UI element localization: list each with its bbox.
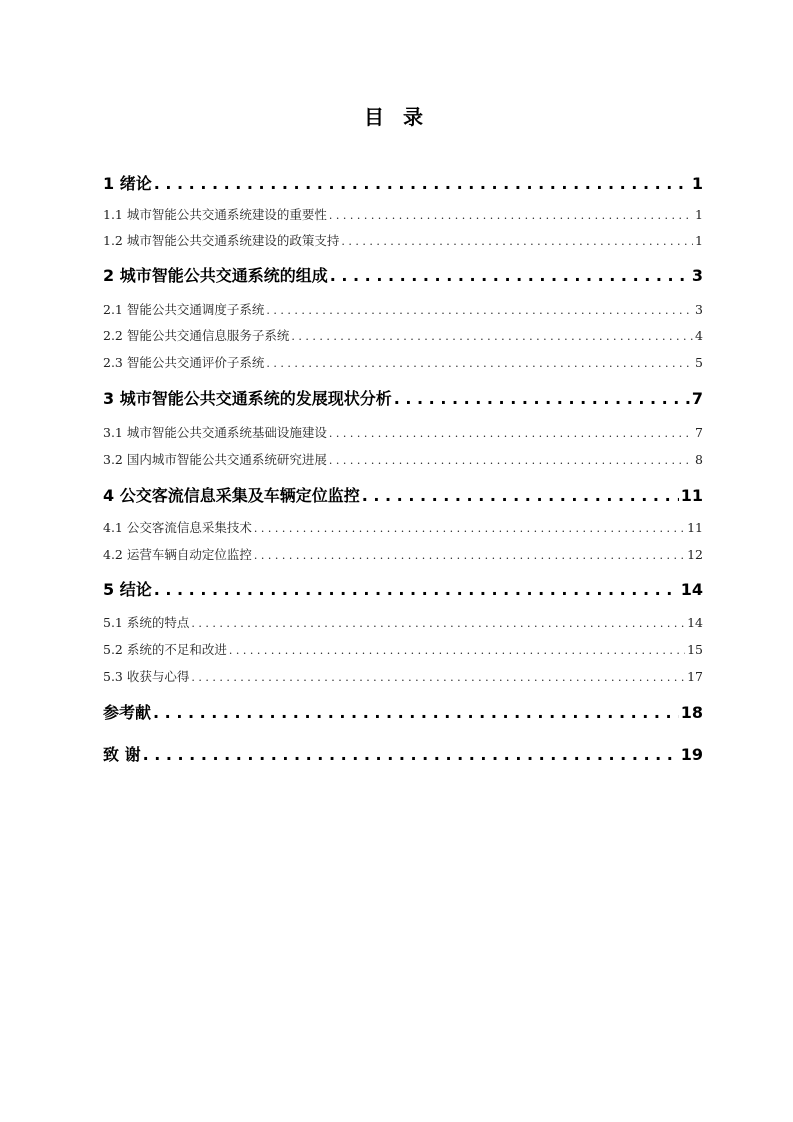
- toc-entry[interactable]: [103, 386, 703, 409]
- toc-entry-page-number: 5: [695, 355, 703, 370]
- toc-dot-leader: [341, 235, 693, 248]
- toc-entry-label: 1 绪论: [103, 174, 152, 193]
- toc-dot-leader: [330, 266, 690, 285]
- toc-title: 目 录: [364, 105, 429, 129]
- toc-dot-leader: [329, 427, 693, 440]
- toc-entry[interactable]: [103, 326, 703, 344]
- toc-entry[interactable]: [103, 667, 703, 685]
- toc-entry[interactable]: [103, 483, 703, 506]
- toc-entry-page-number: 11: [687, 520, 703, 535]
- toc-entry-page-number: 7: [691, 389, 703, 408]
- toc-dot-leader: [394, 389, 690, 408]
- toc-entry[interactable]: [103, 640, 703, 658]
- toc-dot-leader: [254, 522, 685, 535]
- toc-entry[interactable]: [103, 300, 703, 318]
- toc-entry-page-number: 18: [680, 703, 703, 722]
- toc-dot-leader: [191, 617, 685, 630]
- toc-entry-label: 3.2 国内城市智能公共交通系统研究进展: [103, 452, 327, 467]
- toc-dot-leader: [153, 703, 679, 722]
- toc-entry[interactable]: [103, 205, 703, 223]
- toc-entry[interactable]: [103, 700, 703, 723]
- toc-entry-page-number: 14: [687, 615, 703, 630]
- toc-dot-leader: [266, 357, 693, 370]
- toc-entry-label: 5.2 系统的不足和改进: [103, 642, 227, 657]
- toc-dot-leader: [291, 330, 693, 343]
- toc-entry-page-number: 11: [680, 486, 703, 505]
- toc-entry-page-number: 1: [691, 174, 703, 193]
- toc-entry[interactable]: [103, 518, 703, 536]
- toc-entry-page-number: 17: [687, 669, 703, 684]
- toc-entry-label: 参考献: [103, 703, 152, 722]
- toc-entry-label: 4.2 运营车辆自动定位监控: [103, 547, 252, 562]
- toc-entry-page-number: 1: [695, 207, 703, 222]
- toc-entry-label: 1.2 城市智能公共交通系统建设的政策支持: [103, 233, 340, 248]
- toc-dot-leader: [143, 745, 679, 764]
- toc-dot-leader: [191, 671, 685, 684]
- toc-entry-page-number: 3: [691, 266, 703, 285]
- toc-entry[interactable]: [103, 231, 703, 249]
- toc-dot-leader: [329, 209, 693, 222]
- toc-entry-page-number: 19: [680, 745, 703, 764]
- toc-entry[interactable]: [103, 263, 703, 286]
- toc-entry-label: 2.3 智能公共交通评价子系统: [103, 355, 265, 370]
- toc-dot-leader: [362, 486, 679, 505]
- toc-dot-leader: [229, 644, 685, 657]
- toc-entry-label: 4 公交客流信息采集及车辆定位监控: [103, 486, 360, 505]
- toc-entry[interactable]: [103, 353, 703, 371]
- toc-entry-label: 5.1 系统的特点: [103, 615, 190, 630]
- toc-dot-leader: [154, 580, 679, 599]
- toc-entry[interactable]: [103, 577, 703, 600]
- toc-dot-leader: [266, 304, 693, 317]
- toc-entry[interactable]: [103, 450, 703, 468]
- toc-entry[interactable]: [103, 423, 703, 441]
- toc-entry-page-number: 8: [695, 452, 703, 467]
- toc-entry-label: 3 城市智能公共交通系统的发展现状分析: [103, 389, 392, 408]
- toc-entry-label: 2.1 智能公共交通调度子系统: [103, 302, 265, 317]
- toc-entry[interactable]: [103, 171, 703, 194]
- toc-entry-page-number: 4: [695, 328, 703, 343]
- toc-entry-label: 2.2 智能公共交通信息服务子系统: [103, 328, 290, 343]
- toc-entry[interactable]: [103, 742, 703, 765]
- toc-entry-label: 4.1 公交客流信息采集技术: [103, 520, 252, 535]
- toc-entry-page-number: 7: [695, 425, 703, 440]
- toc-entry-label: 致 谢: [103, 745, 141, 764]
- toc-entry-label: 1.1 城市智能公共交通系统建设的重要性: [103, 207, 327, 222]
- toc-entry-page-number: 1: [695, 233, 703, 248]
- toc-entry[interactable]: [103, 613, 703, 631]
- toc-entry-page-number: 14: [680, 580, 703, 599]
- toc-entry-label: 2 城市智能公共交通系统的组成: [103, 266, 328, 285]
- toc-entry-page-number: 15: [687, 642, 703, 657]
- toc-entry-page-number: 12: [687, 547, 703, 562]
- toc-dot-leader: [329, 454, 693, 467]
- toc-entry[interactable]: [103, 545, 703, 563]
- toc-dot-leader: [254, 549, 685, 562]
- toc-entry-label: 3.1 城市智能公共交通系统基础设施建设: [103, 425, 327, 440]
- toc-dot-leader: [154, 174, 690, 193]
- toc-entry-label: 5 结论: [103, 580, 152, 599]
- toc-entry-label: 5.3 收获与心得: [103, 669, 190, 684]
- toc-entry-page-number: 3: [695, 302, 703, 317]
